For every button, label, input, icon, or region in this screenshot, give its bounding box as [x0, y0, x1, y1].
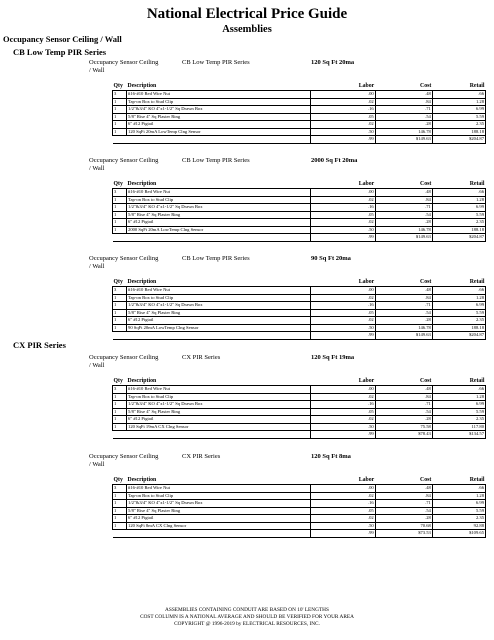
table-cell: 1 — [113, 113, 127, 121]
table-row — [113, 121, 486, 129]
table-cell: .84 — [375, 492, 432, 500]
table-row — [113, 91, 486, 99]
table-cell: .02 — [310, 492, 375, 500]
table-cell: .54 — [375, 113, 432, 121]
table-cell: .66 — [432, 189, 485, 197]
table-cell: 1.28 — [432, 393, 485, 401]
column-header: Description — [127, 476, 310, 485]
table-cell: .54 — [375, 507, 432, 515]
table-header-row — [113, 278, 486, 287]
column-header: Retail — [432, 476, 485, 485]
table-row — [113, 393, 486, 401]
table-cell: 1 — [113, 226, 127, 234]
total-cell: $149.63 — [375, 234, 432, 242]
column-header: Cost — [375, 278, 432, 287]
totals-row — [113, 431, 486, 439]
table-header-row — [113, 180, 486, 189]
table-row — [113, 189, 486, 197]
table-cell: 1/2"&3/4" KO 4"x1-1/2" Sq Drawn Box — [127, 106, 310, 114]
assembly-series: CX PIR Series — [182, 354, 221, 361]
table-cell: .84 — [375, 294, 432, 302]
table-cell: 5/8" Rise 4" Sq Plaster Ring — [127, 113, 310, 121]
table-cell: .16 — [310, 401, 375, 409]
table-cell: Tap-on Box to Stud Clip — [127, 196, 310, 204]
parts-table — [112, 476, 486, 538]
total-cell: .99 — [310, 136, 375, 144]
table-cell: 6" #12 Pigtail — [127, 515, 310, 523]
table-cell: 1 — [113, 196, 127, 204]
table-cell: 6" #12 Pigtail — [127, 317, 310, 325]
table-cell: 1 — [113, 522, 127, 530]
footer-line: COST COLUMN IS A NATIONAL AVERAGE AND SHOULD BE VERIFIED FOR YOUR AREA — [140, 614, 354, 620]
column-header: Description — [127, 82, 310, 91]
total-cell: $149.63 — [375, 332, 432, 340]
table-row — [113, 287, 486, 295]
table-cell: #16-#10 Red Wire Nut — [127, 189, 310, 197]
table-row — [113, 500, 486, 508]
table-cell: 1 — [113, 106, 127, 114]
table-cell: .16 — [310, 204, 375, 212]
table-cell: 146.78 — [375, 324, 432, 332]
column-header: Qty — [113, 476, 127, 485]
parts-table — [112, 180, 486, 242]
table-cell: 6" #12 Pigtail — [127, 219, 310, 227]
table-cell: .54 — [375, 211, 432, 219]
table-cell: 120 SqFt 8mA CX Clng Sensor — [127, 522, 310, 530]
table-row — [113, 98, 486, 106]
table-cell: .50 — [310, 226, 375, 234]
table-cell: #16-#10 Red Wire Nut — [127, 386, 310, 394]
table-cell: #16-#10 Red Wire Nut — [127, 91, 310, 99]
total-cell: .99 — [310, 530, 375, 538]
table-cell: 1 — [113, 302, 127, 310]
table-cell: #16-#10 Red Wire Nut — [127, 485, 310, 493]
table-cell: 1 — [113, 401, 127, 409]
table-cell: 120 SqFt 19mA CX Clng Sensor — [127, 423, 310, 431]
table-cell: 1/2"&3/4" KO 4"x1-1/2" Sq Drawn Box — [127, 401, 310, 409]
total-cell: $149.63 — [375, 136, 432, 144]
assembly-header — [89, 157, 489, 175]
table-cell: .48 — [375, 485, 432, 493]
table-cell: .05 — [310, 113, 375, 121]
table-cell: 5.59 — [432, 507, 485, 515]
table-row — [113, 204, 486, 212]
table-cell: 1 — [113, 423, 127, 431]
assembly-category: Occupancy Sensor Ceiling / Wall — [89, 354, 159, 369]
assembly-header — [89, 453, 489, 471]
column-header: Retail — [432, 377, 485, 386]
table-row — [113, 128, 486, 136]
column-header: Description — [127, 278, 310, 287]
table-cell: .00 — [310, 485, 375, 493]
column-header: Qty — [113, 82, 127, 91]
table-cell: 5.59 — [432, 408, 485, 416]
table-cell: .05 — [310, 309, 375, 317]
parts-table — [112, 377, 486, 439]
table-row — [113, 515, 486, 523]
table-cell: 5/8" Rise 4" Sq Plaster Ring — [127, 408, 310, 416]
table-header-row — [113, 82, 486, 91]
column-header: Labor — [310, 82, 375, 91]
table-row — [113, 302, 486, 310]
table-cell: 117.80 — [432, 423, 485, 431]
table-cell: .48 — [375, 386, 432, 394]
table-cell: 5/8" Rise 4" Sq Plaster Ring — [127, 309, 310, 317]
table-cell: 6" #12 Pigtail — [127, 121, 310, 129]
table-row — [113, 401, 486, 409]
table-row — [113, 408, 486, 416]
table-row — [113, 211, 486, 219]
assembly-series: CB Low Temp PIR Series — [182, 255, 250, 262]
table-row — [113, 492, 486, 500]
table-cell: 1 — [113, 309, 127, 317]
assembly-category: Occupancy Sensor Ceiling / Wall — [89, 157, 159, 172]
table-cell: .00 — [310, 287, 375, 295]
table-cell: .02 — [310, 196, 375, 204]
table-cell: 6" #12 Pigtail — [127, 416, 310, 424]
table-cell: 1/2"&3/4" KO 4"x1-1/2" Sq Drawn Box — [127, 500, 310, 508]
total-cell: $204.87 — [432, 136, 485, 144]
table-cell: Tap-on Box to Stud Clip — [127, 492, 310, 500]
assembly-category: Occupancy Sensor Ceiling / Wall — [89, 255, 159, 270]
table-cell: .54 — [375, 408, 432, 416]
table-cell: .50 — [310, 128, 375, 136]
assembly-spec: 120 Sq Ft 20ma — [311, 59, 355, 66]
total-cell: $134.57 — [432, 431, 485, 439]
assembly-series: CB Low Temp PIR Series — [182, 157, 250, 164]
table-cell: 188.18 — [432, 324, 485, 332]
table-cell: 5/8" Rise 4" Sq Plaster Ring — [127, 211, 310, 219]
column-header: Qty — [113, 180, 127, 189]
table-row — [113, 507, 486, 515]
table-cell: 1 — [113, 324, 127, 332]
column-header: Retail — [432, 278, 485, 287]
table-row — [113, 522, 486, 530]
table-row — [113, 113, 486, 121]
table-cell: .16 — [310, 500, 375, 508]
table-cell: 3 — [113, 386, 127, 394]
table-row — [113, 386, 486, 394]
total-cell: $109.65 — [432, 530, 485, 538]
table-cell: 2.35 — [432, 121, 485, 129]
table-cell: Tap-on Box to Stud Clip — [127, 294, 310, 302]
table-cell: 1/2"&3/4" KO 4"x1-1/2" Sq Drawn Box — [127, 302, 310, 310]
table-row — [113, 226, 486, 234]
table-cell: .71 — [375, 204, 432, 212]
table-cell: .28 — [375, 317, 432, 325]
assembly-spec: 120 Sq Ft 8ma — [311, 453, 351, 460]
table-cell: .00 — [310, 386, 375, 394]
table-cell: 1.28 — [432, 294, 485, 302]
table-cell: .00 — [310, 189, 375, 197]
table-cell: 5.59 — [432, 309, 485, 317]
table-row — [113, 317, 486, 325]
column-header: Cost — [375, 377, 432, 386]
table-cell: .84 — [375, 196, 432, 204]
table-cell: 92.88 — [432, 522, 485, 530]
table-cell: 1 — [113, 204, 127, 212]
parts-table — [112, 278, 486, 340]
table-cell: 3 — [113, 287, 127, 295]
table-cell: #16-#10 Red Wire Nut — [127, 287, 310, 295]
table-cell: .71 — [375, 106, 432, 114]
table-cell: .50 — [310, 324, 375, 332]
total-cell: .99 — [310, 431, 375, 439]
page-title: National Electrical Price Guide — [146, 6, 348, 22]
table-cell: 2000 SqFt 20mA LowTemp Clng Sensor — [127, 226, 310, 234]
table-cell: .71 — [375, 401, 432, 409]
totals-row — [113, 530, 486, 538]
table-row — [113, 324, 486, 332]
table-cell: 2.35 — [432, 515, 485, 523]
table-row — [113, 294, 486, 302]
column-header: Description — [127, 180, 310, 189]
series-heading: CB Low Temp PIR Series — [13, 47, 107, 57]
total-cell: $204.87 — [432, 234, 485, 242]
footer-note — [0, 607, 494, 628]
total-cell: $78.43 — [375, 431, 432, 439]
table-cell: .02 — [310, 98, 375, 106]
table-cell: .28 — [375, 515, 432, 523]
assembly-series: CB Low Temp PIR Series — [182, 59, 250, 66]
table-cell: .28 — [375, 121, 432, 129]
table-cell: 1 — [113, 393, 127, 401]
parts-table — [112, 82, 486, 144]
column-header: Labor — [310, 377, 375, 386]
column-header: Cost — [375, 476, 432, 485]
table-row — [113, 196, 486, 204]
table-cell: .05 — [310, 507, 375, 515]
table-cell: 1 — [113, 416, 127, 424]
table-row — [113, 219, 486, 227]
table-cell: .02 — [310, 393, 375, 401]
assembly-category: Occupancy Sensor Ceiling / Wall — [89, 453, 159, 468]
column-header: Labor — [310, 180, 375, 189]
table-cell: Tap-on Box to Stud Clip — [127, 393, 310, 401]
footer-line: COPYRIGHT @ 1996-2019 by ELECTRICAL RESOURCES, INC. — [174, 621, 320, 627]
table-cell: .66 — [432, 91, 485, 99]
column-header: Retail — [432, 82, 485, 91]
table-cell: .48 — [375, 287, 432, 295]
table-cell: 1 — [113, 98, 127, 106]
table-cell: .66 — [432, 287, 485, 295]
column-header: Description — [127, 377, 310, 386]
table-cell: 1/2"&3/4" KO 4"x1-1/2" Sq Drawn Box — [127, 204, 310, 212]
table-cell: .28 — [375, 219, 432, 227]
table-row — [113, 106, 486, 114]
table-cell: 3 — [113, 91, 127, 99]
column-header: Qty — [113, 377, 127, 386]
table-cell: 6.99 — [432, 106, 485, 114]
table-cell: 6.99 — [432, 401, 485, 409]
table-cell: 1 — [113, 500, 127, 508]
column-header: Labor — [310, 476, 375, 485]
table-cell: 1 — [113, 507, 127, 515]
table-cell: 1 — [113, 121, 127, 129]
assembly-header — [89, 354, 489, 372]
totals-row — [113, 136, 486, 144]
table-cell: 5/8" Rise 4" Sq Plaster Ring — [127, 507, 310, 515]
table-cell: .66 — [432, 485, 485, 493]
table-cell: 1 — [113, 408, 127, 416]
table-cell: 3 — [113, 189, 127, 197]
table-cell: 1.28 — [432, 196, 485, 204]
table-row — [113, 416, 486, 424]
column-header: Cost — [375, 180, 432, 189]
table-cell: .00 — [310, 91, 375, 99]
table-cell: 1.28 — [432, 98, 485, 106]
table-cell: 6.99 — [432, 302, 485, 310]
table-cell: 1 — [113, 294, 127, 302]
table-cell: 120 SqFt 20mA LowTemp Clng Sensor — [127, 128, 310, 136]
table-cell: 1 — [113, 211, 127, 219]
table-cell: 188.18 — [432, 128, 485, 136]
table-header-row — [113, 377, 486, 386]
table-cell: .05 — [310, 408, 375, 416]
table-cell: 2.35 — [432, 416, 485, 424]
table-cell: 3 — [113, 485, 127, 493]
table-cell: 5.59 — [432, 211, 485, 219]
table-cell: 1 — [113, 219, 127, 227]
table-cell: .54 — [375, 309, 432, 317]
table-cell: .66 — [432, 386, 485, 394]
table-cell: 146.78 — [375, 226, 432, 234]
table-cell: .02 — [310, 219, 375, 227]
table-cell: .84 — [375, 98, 432, 106]
assembly-category: Occupancy Sensor Ceiling / Wall — [89, 59, 159, 74]
table-cell: .71 — [375, 500, 432, 508]
table-cell: .50 — [310, 522, 375, 530]
total-cell: .99 — [310, 332, 375, 340]
table-cell: 146.78 — [375, 128, 432, 136]
table-cell: 1 — [113, 128, 127, 136]
table-cell: .02 — [310, 416, 375, 424]
table-cell: .02 — [310, 294, 375, 302]
table-cell: 188.18 — [432, 226, 485, 234]
table-cell: .50 — [310, 423, 375, 431]
assembly-spec: 120 Sq Ft 19ma — [311, 354, 355, 361]
assembly-spec: 2000 Sq Ft 20ma — [311, 157, 358, 164]
assembly-spec: 90 Sq Ft 20ma — [311, 255, 351, 262]
table-cell: 2.35 — [432, 317, 485, 325]
table-row — [113, 485, 486, 493]
total-cell: $73.53 — [375, 530, 432, 538]
table-cell: 2.35 — [432, 219, 485, 227]
table-row — [113, 309, 486, 317]
footer-line: ASSEMBLIES CONTAINING CONDUIT ARE BASED ON 10' LENGTHS — [165, 607, 329, 613]
table-cell: 5.59 — [432, 113, 485, 121]
column-header: Qty — [113, 278, 127, 287]
table-header-row — [113, 476, 486, 485]
table-cell: 1.28 — [432, 492, 485, 500]
table-cell: 6.99 — [432, 500, 485, 508]
assembly-series: CX PIR Series — [182, 453, 221, 460]
table-cell: 1 — [113, 515, 127, 523]
total-cell: $204.87 — [432, 332, 485, 340]
table-cell: 90 SqFt 20mA LowTemp Clng Sensor — [127, 324, 310, 332]
assembly-header — [89, 255, 489, 273]
column-header: Cost — [375, 82, 432, 91]
table-cell: 1 — [113, 492, 127, 500]
table-cell: .28 — [375, 416, 432, 424]
table-cell: 70.68 — [375, 522, 432, 530]
totals-row — [113, 332, 486, 340]
table-cell: 1 — [113, 317, 127, 325]
table-cell: Tap-on Box to Stud Clip — [127, 98, 310, 106]
table-cell: .48 — [375, 189, 432, 197]
column-header: Retail — [432, 180, 485, 189]
table-cell: 6.99 — [432, 204, 485, 212]
page-subtitle: Assemblies — [222, 24, 272, 35]
table-cell: 75.58 — [375, 423, 432, 431]
table-cell: .02 — [310, 317, 375, 325]
table-cell: .16 — [310, 302, 375, 310]
section-heading: Occupancy Sensor Ceiling / Wall — [3, 34, 122, 44]
table-cell: .02 — [310, 515, 375, 523]
table-cell: .71 — [375, 302, 432, 310]
column-header: Labor — [310, 278, 375, 287]
table-cell: .48 — [375, 91, 432, 99]
table-cell: .84 — [375, 393, 432, 401]
total-cell: .99 — [310, 234, 375, 242]
totals-row — [113, 234, 486, 242]
table-cell: .16 — [310, 106, 375, 114]
assembly-header — [89, 59, 489, 77]
series-heading: CX PIR Series — [13, 340, 66, 350]
table-cell: .02 — [310, 121, 375, 129]
table-cell: .05 — [310, 211, 375, 219]
table-row — [113, 423, 486, 431]
